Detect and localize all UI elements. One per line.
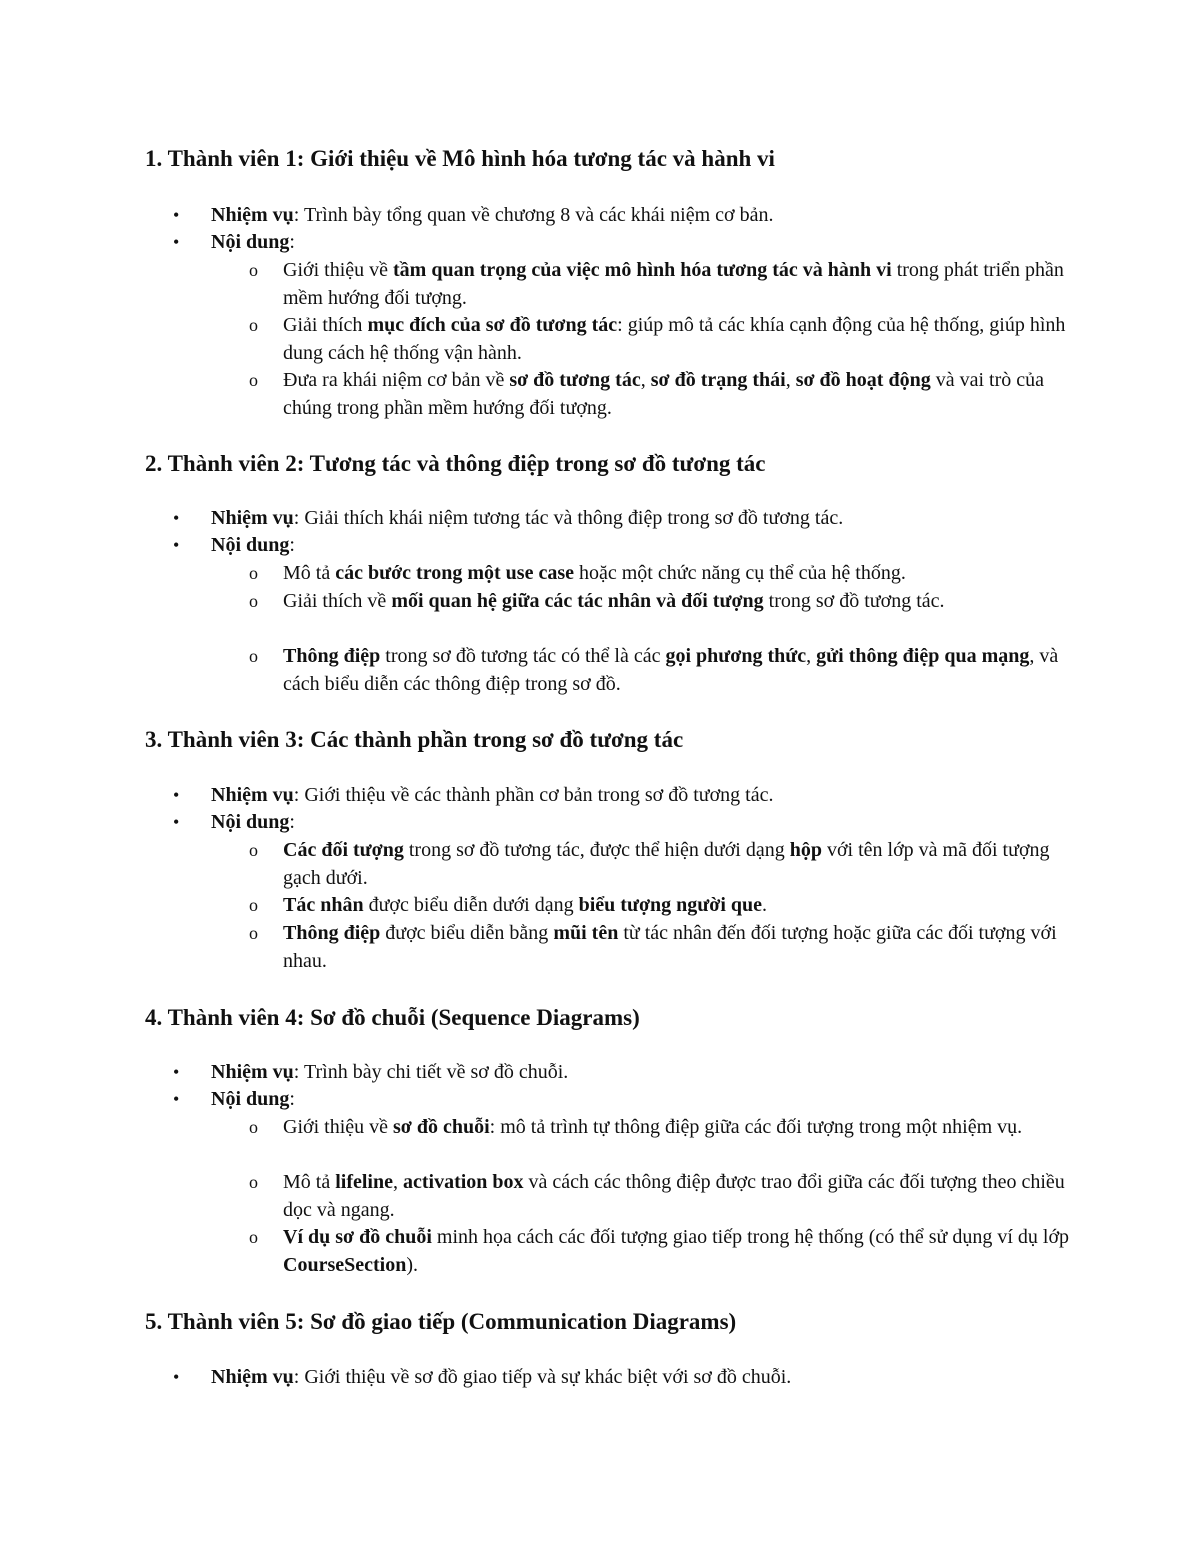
text-run: trong sơ đồ tương tác có thể là các — [380, 645, 666, 667]
bold-text: sơ đồ chuỗi — [393, 1116, 490, 1138]
text-run: với tên lớp và mã đối tượng gạch dưới. — [283, 839, 1050, 889]
content-item: • Nội dung: — [211, 229, 1071, 257]
circle-bullet-icon: o — [249, 563, 258, 583]
text-run: : giúp mô tả các khía cạnh động của hệ thống, giúp hình dung cách hệ thống vận hành. — [283, 314, 1066, 364]
circle-bullet-icon: o — [249, 370, 258, 390]
bold-text: gọi phương thức — [665, 645, 807, 667]
bold-text: gửi thông điệp qua mạng — [816, 645, 1030, 667]
sub-item — [249, 560, 1073, 588]
text-run: Giải thích về — [283, 590, 392, 612]
task-item: • Nhiệm vụ: Giới thiệu về sơ đồ giao tiếp và sự khác biệt với sơ đồ chuỗi. — [211, 1364, 1071, 1392]
bold-text: các bước trong một use case — [335, 562, 574, 584]
bold-text: sơ đồ trạng thái — [650, 369, 786, 391]
bullet-icon: • — [173, 232, 180, 252]
section-title: 4. Thành viên 4: Sơ đồ chuỗi (Sequence Diagrams) — [145, 1005, 640, 1030]
sub-item — [249, 1169, 1073, 1224]
bullet-icon: • — [173, 812, 180, 832]
circle-bullet-icon: o — [249, 315, 258, 335]
circle-bullet-icon: o — [249, 895, 258, 915]
text-run: , và cách biểu diễn các thông điệp trong sơ đồ. — [283, 645, 1059, 695]
text-run: và vai trò của chúng trong phần mềm hướng đối tượng. — [283, 369, 1044, 419]
text-run: : mô tả trình tự thông điệp giữa các đối tượng trong một nhiệm vụ. — [489, 1116, 1023, 1138]
sub-item — [249, 588, 1073, 616]
task-item: • Nhiệm vụ: Trình bày tổng quan về chương 8 và các khái niệm cơ bản. — [211, 202, 1071, 230]
bold-text: Ví dụ sơ đồ chuỗi — [283, 1226, 432, 1248]
section-title: 2. Thành viên 2: Tương tác và thông điệp trong sơ đồ tương tác — [145, 451, 766, 476]
bullet-icon: • — [173, 785, 180, 805]
bold-text: Các đối tượng — [283, 839, 404, 861]
task-item: • Nhiệm vụ: Giải thích khái niệm tương tác và thông điệp trong sơ đồ tương tác. — [211, 505, 1071, 533]
content-item: • Nội dung: — [211, 809, 1071, 837]
sub-item — [249, 257, 1073, 312]
bullet-icon: • — [173, 205, 180, 225]
bold-text: activation box — [402, 1171, 524, 1193]
bold-text: CourseSection — [283, 1253, 407, 1276]
text-run: trong phát triển phần mềm hướng đối tượng. — [283, 259, 1064, 309]
bold-text: Tác nhân — [283, 894, 364, 916]
text-run: , — [640, 369, 651, 391]
sub-item — [249, 920, 1073, 975]
content-item: • Nội dung: — [211, 1086, 1071, 1114]
circle-bullet-icon: o — [249, 1227, 258, 1247]
text-run: Mô tả — [283, 562, 336, 584]
circle-bullet-icon: o — [249, 923, 258, 943]
bold-text: tầm quan trọng của việc mô hình hóa tương tác và hành vi — [393, 259, 892, 281]
text-run: Giới thiệu về — [283, 1116, 393, 1138]
bullet-icon: • — [173, 1367, 180, 1387]
text-run: và cách các thông điệp được trao đổi giữa các đối tượng theo chiều dọc và ngang. — [283, 1171, 1065, 1221]
bullet-icon: • — [173, 535, 180, 555]
bold-text: Thông điệp — [283, 645, 381, 667]
task-item: • Nhiệm vụ: Trình bày chi tiết về sơ đồ chuỗi. — [211, 1059, 1071, 1087]
text-run: trong sơ đồ tương tác, được thể hiện dưới dạng — [403, 839, 790, 861]
text-run: . — [762, 894, 768, 916]
text-run: Mô tả — [283, 1171, 336, 1193]
circle-bullet-icon: o — [249, 260, 258, 280]
circle-bullet-icon: o — [249, 840, 258, 860]
text-run: từ tác nhân đến đối tượng hoặc giữa các đối tượng với nhau. — [283, 922, 1057, 972]
text-run: , — [806, 645, 817, 667]
circle-bullet-icon: o — [249, 646, 258, 666]
text-run: trong sơ đồ tương tác. — [763, 590, 945, 612]
section-title: 5. Thành viên 5: Sơ đồ giao tiếp (Communication Diagrams) — [145, 1309, 737, 1334]
task-item: • Nhiệm vụ: Giới thiệu về các thành phần cơ bản trong sơ đồ tương tác. — [211, 782, 1071, 810]
text-run: Đưa ra khái niệm cơ bản về — [283, 369, 510, 391]
bold-text: lifeline — [335, 1171, 393, 1193]
bullet-icon: • — [173, 1062, 180, 1082]
sub-item — [249, 367, 1073, 422]
bold-text: sơ đồ tương tác — [509, 369, 641, 391]
content-item: • Nội dung: — [211, 532, 1071, 560]
text-run: được biểu diễn bằng — [380, 922, 554, 944]
circle-bullet-icon: o — [249, 1117, 258, 1137]
sub-item — [249, 892, 1073, 920]
bullet-icon: • — [173, 508, 180, 528]
text-run: hoặc một chức năng cụ thể của hệ thống. — [574, 562, 906, 584]
section-title: 3. Thành viên 3: Các thành phần trong sơ đồ tương tác — [145, 727, 684, 752]
bullet-icon: • — [173, 1089, 180, 1109]
text-run: , — [392, 1171, 403, 1193]
text-run: Giải thích — [283, 314, 368, 336]
bold-text: mục đích của sơ đồ tương tác — [367, 314, 618, 336]
bold-text: mối quan hệ giữa các tác nhân và đối tượng — [391, 590, 764, 612]
text-run: , — [785, 369, 796, 391]
text-run: Giới thiệu về — [283, 259, 393, 281]
bold-text: mũi tên — [553, 922, 619, 944]
text-run: được biểu diễn dưới dạng — [363, 894, 579, 916]
circle-bullet-icon: o — [249, 1172, 258, 1192]
sub-item — [249, 643, 1073, 698]
bold-text: hộp — [789, 839, 822, 861]
sub-item — [249, 312, 1073, 367]
sub-item — [249, 1114, 1073, 1142]
bold-text: Thông điệp — [283, 922, 381, 944]
sub-item — [249, 837, 1073, 892]
bold-text: sơ đồ hoạt động — [795, 369, 931, 391]
text-run: minh họa cách các đối tượng giao tiếp trong hệ thống (có thể sử dụng ví dụ lớp — [431, 1226, 1070, 1248]
circle-bullet-icon: o — [249, 591, 258, 611]
text-run: ). — [406, 1253, 418, 1276]
sub-item — [249, 1224, 1073, 1279]
bold-text: biểu tượng người que — [578, 894, 763, 916]
section-title: 1. Thành viên 1: Giới thiệu về Mô hình hóa tương tác và hành vi — [145, 146, 775, 171]
